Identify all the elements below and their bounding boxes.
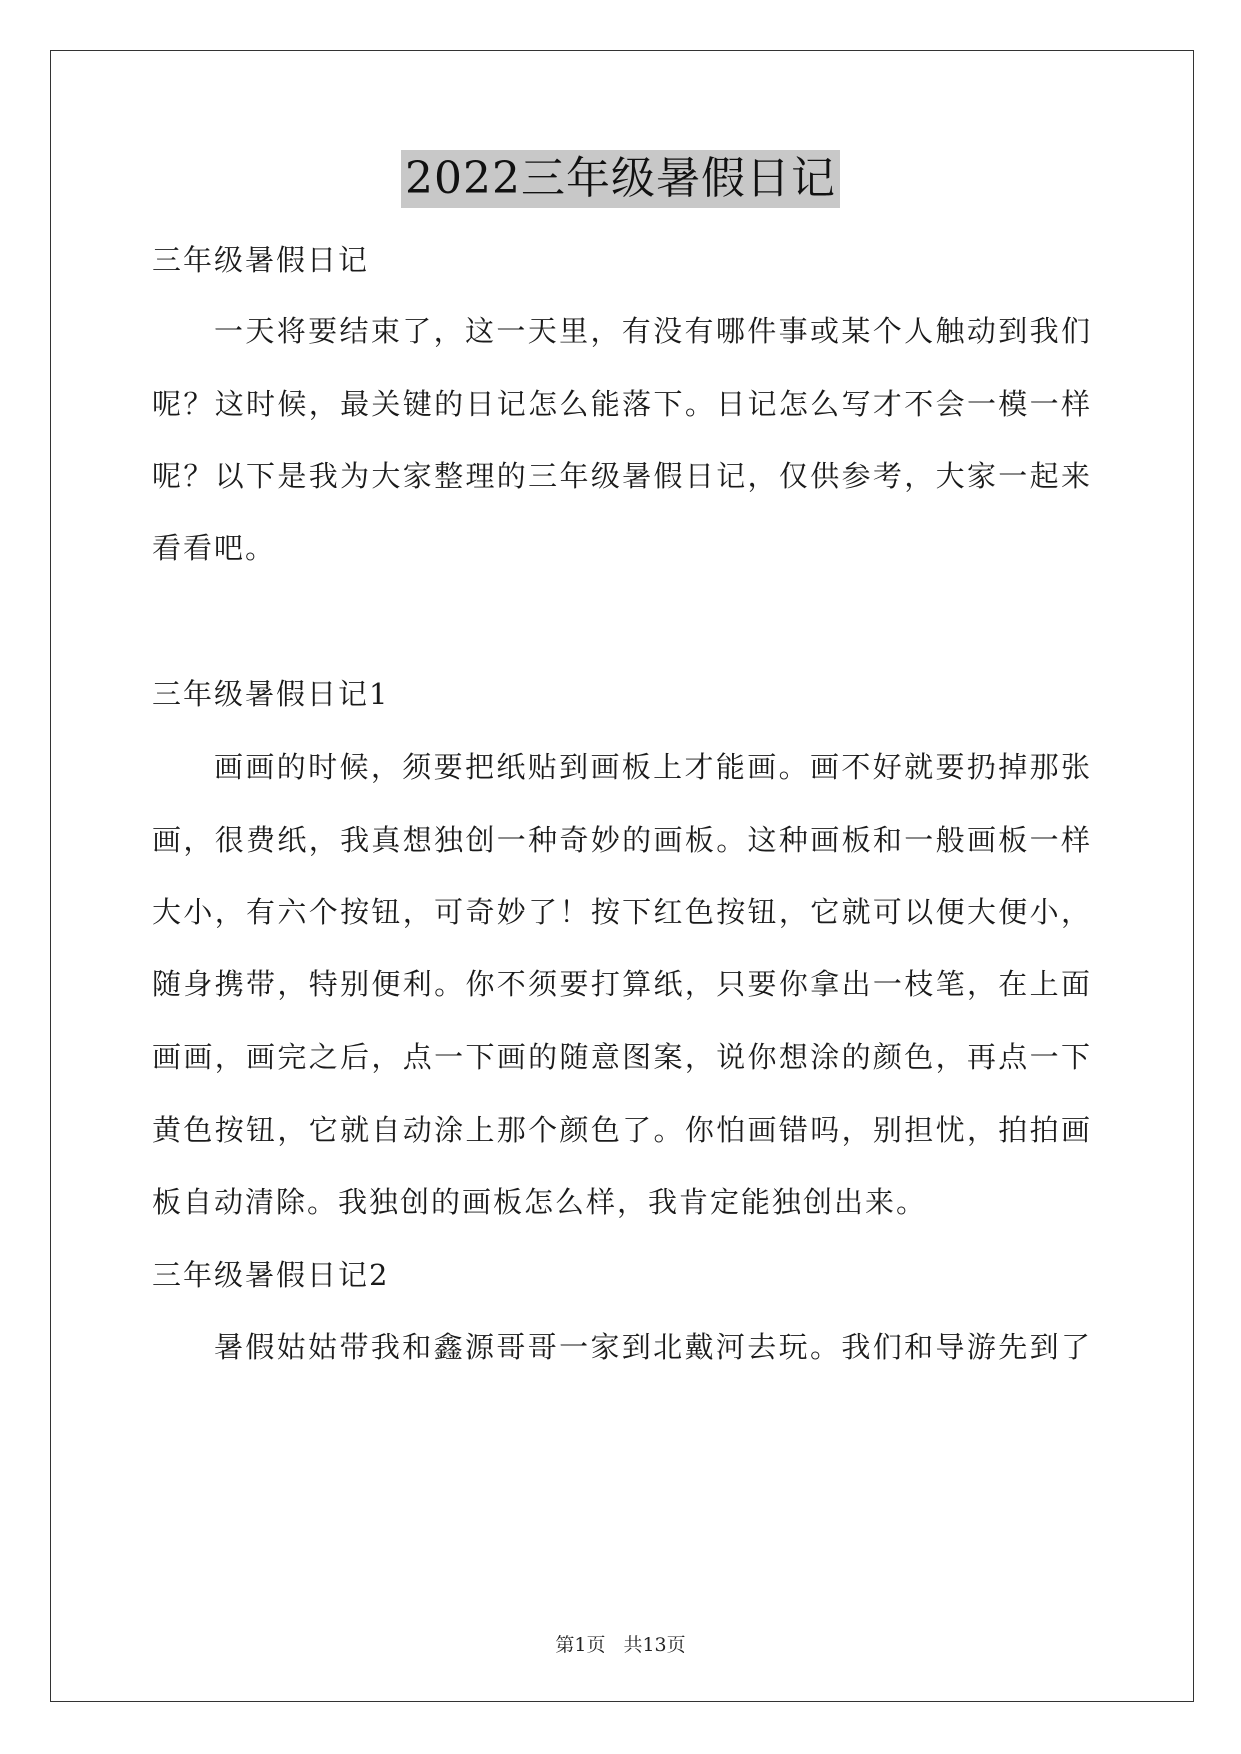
- intro-line: 一天将要结束了，这一天里，有没有哪件事或某个人触动到我们: [214, 314, 1092, 348]
- section-heading-1: 三年级暑假日记1: [152, 677, 390, 711]
- section1-line: 画，很费纸，我真想独创一种奇妙的画板。这种画板和一般画板一样: [152, 823, 1092, 857]
- title-block: [0, 150, 1241, 208]
- page-total: 共13页: [623, 1634, 686, 1656]
- section1-line: 画画，画完之后，点一下画的随意图案，说你想涂的颜色，再点一下: [152, 1040, 1092, 1074]
- page-number: 第1页: [555, 1634, 606, 1656]
- section1-line: 随身携带，特别便利。你不须要打算纸，只要你拿出一枝笔，在上面: [152, 967, 1092, 1001]
- intro-line: 呢？以下是我为大家整理的三年级暑假日记，仅供参考，大家一起来: [152, 459, 1092, 493]
- section1-line: 黄色按钮，它就自动涂上那个颜色了。你怕画错吗，别担忧，拍拍画: [152, 1113, 1092, 1147]
- page-footer: [0, 1633, 1241, 1657]
- document-title: 2022三年级暑假日记: [401, 150, 840, 208]
- section1-line: 板自动清除。我独创的画板怎么样，我肯定能独创出来。: [152, 1185, 928, 1219]
- section1-line: 画画的时候，须要把纸贴到画板上才能画。画不好就要扔掉那张: [214, 750, 1092, 784]
- section1-line: 大小，有六个按钮，可奇妙了！按下红色按钮，它就可以便大便小，: [152, 895, 1092, 929]
- intro-line: 呢？这时候，最关键的日记怎么能落下。日记怎么写才不会一模一样: [152, 387, 1092, 421]
- page-border: [50, 50, 1194, 1702]
- intro-line: 看看吧。: [152, 531, 277, 565]
- section2-line: 暑假姑姑带我和鑫源哥哥一家到北戴河去玩。我们和导游先到了: [214, 1330, 1092, 1364]
- document-subtitle: 三年级暑假日记: [152, 243, 370, 277]
- section-heading-2: 三年级暑假日记2: [152, 1258, 390, 1292]
